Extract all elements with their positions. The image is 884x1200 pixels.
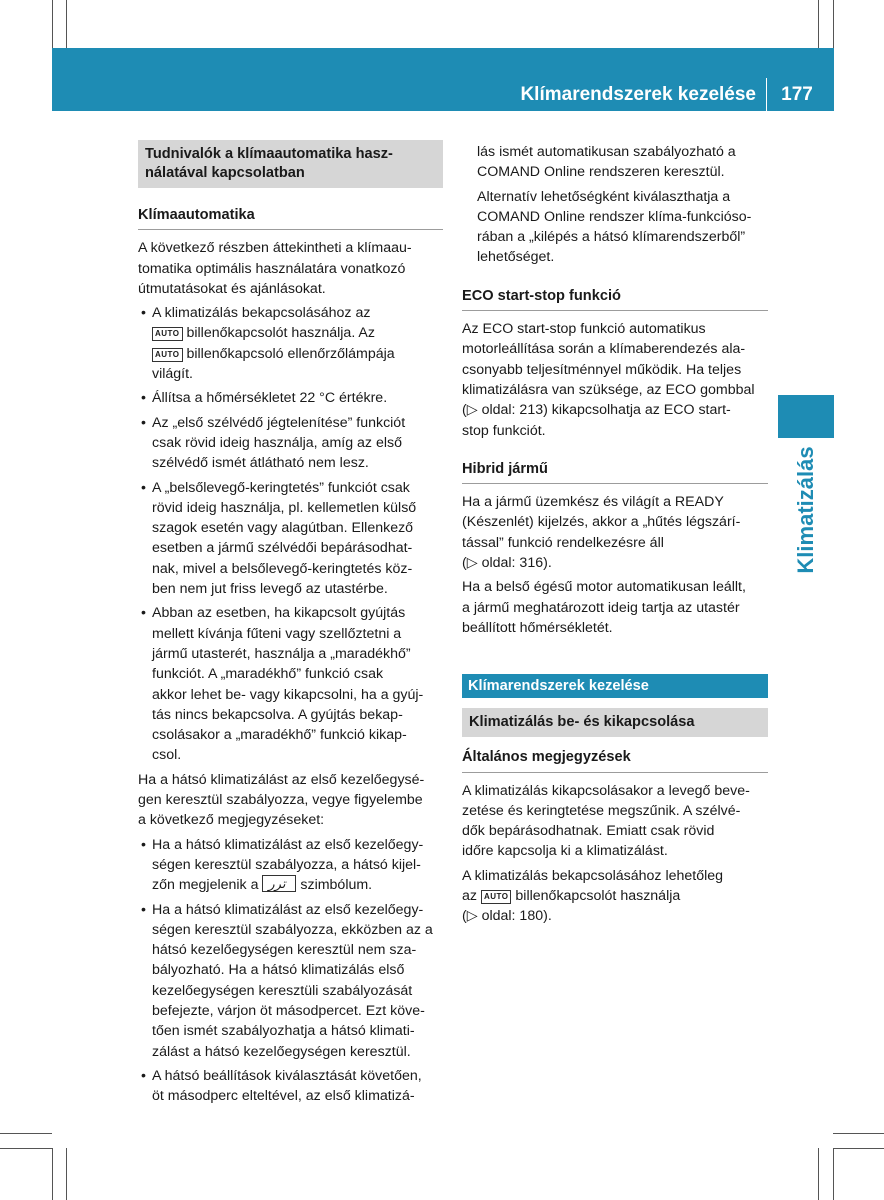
list-item: • Az „első szélvédő jégtelenítése” funkciót csak rövid ideig használja, amíg az első szélvédő ismét átlátható nem lesz. xyxy=(141,414,406,472)
section-box-heading: Tudnivalók a klímaautomatika hasz- nálatával kapcsolatban xyxy=(138,140,443,188)
list-item: • A „belsőlevegő-keringtetés” funkciót csak rövid ideig használja, pl. kellemetlen külső szagok esetén vagy alagútban. Ellenkező esetben a jármű szélvédői bepárásodhat- nak, mivel a belsőlevegő-keringtetés köz- ben nem jut friss levegő az utastérbe. xyxy=(141,479,417,598)
list-item: • Ha a hátsó klimatizálást az első kezelőegy- ségen keresztül szabályozza, ekközben az a hátsó kezelőegységen keresztül nem sza- bályozható. Ha a hátsó klimatizálás első kezelőegységen keresztüli szabályozását befejezte, várjon öt másodpercet. Ezt köve- tően ismét szabályozhatja a hátsó klimati- zálást a hátsó kezelőegységen keresztül. xyxy=(141,901,433,1060)
bullet-list xyxy=(138,303,443,766)
paragraph: A klimatizálás bekapcsolásához lehetőleg az AUTO billenőkapcsolót használja (▷ oldal: 180). xyxy=(462,867,724,925)
subheading: Hibrid jármű xyxy=(462,459,768,484)
list-item: • Állítsa a hőmérsékletet 22 °C értékre. xyxy=(141,390,388,407)
paragraph: Ha a jármű üzemkész és világít a READY (Készenlét) kijelzés, akkor a „hűtés légszárí- tással” funkció rendelkezésre áll (▷ oldal: 316). xyxy=(462,494,741,572)
crop-mark xyxy=(833,1148,884,1149)
list-item: • A hátsó beállítások kiválasztását követően, öt másodperc elteltével, az első klimatizá- xyxy=(141,1067,422,1105)
rear-climate-symbol-icon: ﺗﺮﺭ xyxy=(262,875,296,892)
left-column xyxy=(138,140,443,1110)
paragraph: A klimatizálás kikapcsolásakor a levegő beve- zetése és keringtetése megszűnik. A szélvé- dők bepárásodhatnak. Emiatt csak rövid időre kapcsolja ki a klimatizálást. xyxy=(462,782,750,860)
subheading: Klímaautomatika xyxy=(138,205,443,230)
crop-mark xyxy=(66,1148,67,1200)
auto-button-icon: AUTO xyxy=(481,890,512,904)
crop-mark xyxy=(0,1133,52,1134)
paragraph: Ha a belső égésű motor automatikusan leállt, a jármű meghatározott ideig tartja az utastér beállított hőmérsékletét. xyxy=(462,579,746,636)
paragraph: Ha a hátsó klimatizálást az első kezelőegysé- gen keresztül szabályozza, vegye figyelembe a következő megjegyzéseket: xyxy=(138,771,425,829)
crop-mark xyxy=(833,1148,834,1200)
list-item: • Ha a hátsó klimatizálást az első kezelőegy- ségen keresztül szabályozza, a hátsó kijel- zőn megjelenik a ﺗﺮﺭ szimbólum. xyxy=(141,836,424,894)
section-heading: Klímarendszerek kezelése xyxy=(462,674,768,698)
paragraph: Az ECO start-stop funkció automatikus motorleállítása során a klímaberendezés ala- csonyabb teljesítménnyel működik. Ha teljes klimatizálásra van szüksége, az ECO gombbal (▷ oldal: 213) kikapcsolhatja az ECO start- stop funkciót. xyxy=(462,321,755,439)
section-box-heading: Klimatizálás be- és kikapcsolása xyxy=(462,708,768,737)
page-title: Klímarendszerek kezelése xyxy=(520,84,756,105)
crop-mark xyxy=(818,0,819,48)
crop-mark xyxy=(52,1148,53,1200)
crop-mark xyxy=(818,1148,819,1200)
crop-mark xyxy=(66,0,67,48)
crop-mark xyxy=(833,1133,884,1134)
bullet-list xyxy=(138,835,443,1107)
crop-mark xyxy=(833,0,834,48)
chapter-tab xyxy=(778,395,834,438)
paragraph: A következő részben áttekintheti a klímaau- tomatika optimális használatára vonatkozó útmutatásokat és ajánlásokat. xyxy=(138,240,412,297)
auto-button-icon: AUTO xyxy=(152,348,183,362)
paragraph: Alternatív lehetőségként kiválaszthatja a COMAND Online rendszer klíma-funkcióso- rában a „kilépés a hátsó klímarendszerből” lehetőséget. xyxy=(477,188,752,266)
right-column xyxy=(462,142,768,931)
page-number: 177 xyxy=(781,84,813,105)
header-divider xyxy=(766,78,767,111)
subheading: Általános megjegyzések xyxy=(462,747,768,772)
paragraph: lás ismét automatikusan szabályozható a COMAND Online rendszeren keresztül. xyxy=(477,144,736,181)
list-item: • Abban az esetben, ha kikapcsolt gyújtás mellett kívánja fűteni vagy szellőztetni a jármű utasterét, használja a „maradékhő” funkciót. A „maradékhő” funkció csak akkor lehet be- vagy kikapcsolni, ha a gyúj- tás nincs bekapcsolva. A gyújtás bekap- csolásakor a „maradékhő” funkció kikap- csol. xyxy=(141,605,424,764)
subheading: ECO start-stop funkció xyxy=(462,286,768,311)
auto-button-icon: AUTO xyxy=(152,327,183,341)
chapter-label: Klimatizálás xyxy=(793,446,818,574)
list-item: • A klimatizálás bekapcsolásához az AUTO billenőkapcsolót használja. Az AUTO billenőkapcsoló ellenőrzőlámpája világít. xyxy=(141,305,395,383)
crop-mark xyxy=(52,0,53,48)
crop-mark xyxy=(0,1148,52,1149)
